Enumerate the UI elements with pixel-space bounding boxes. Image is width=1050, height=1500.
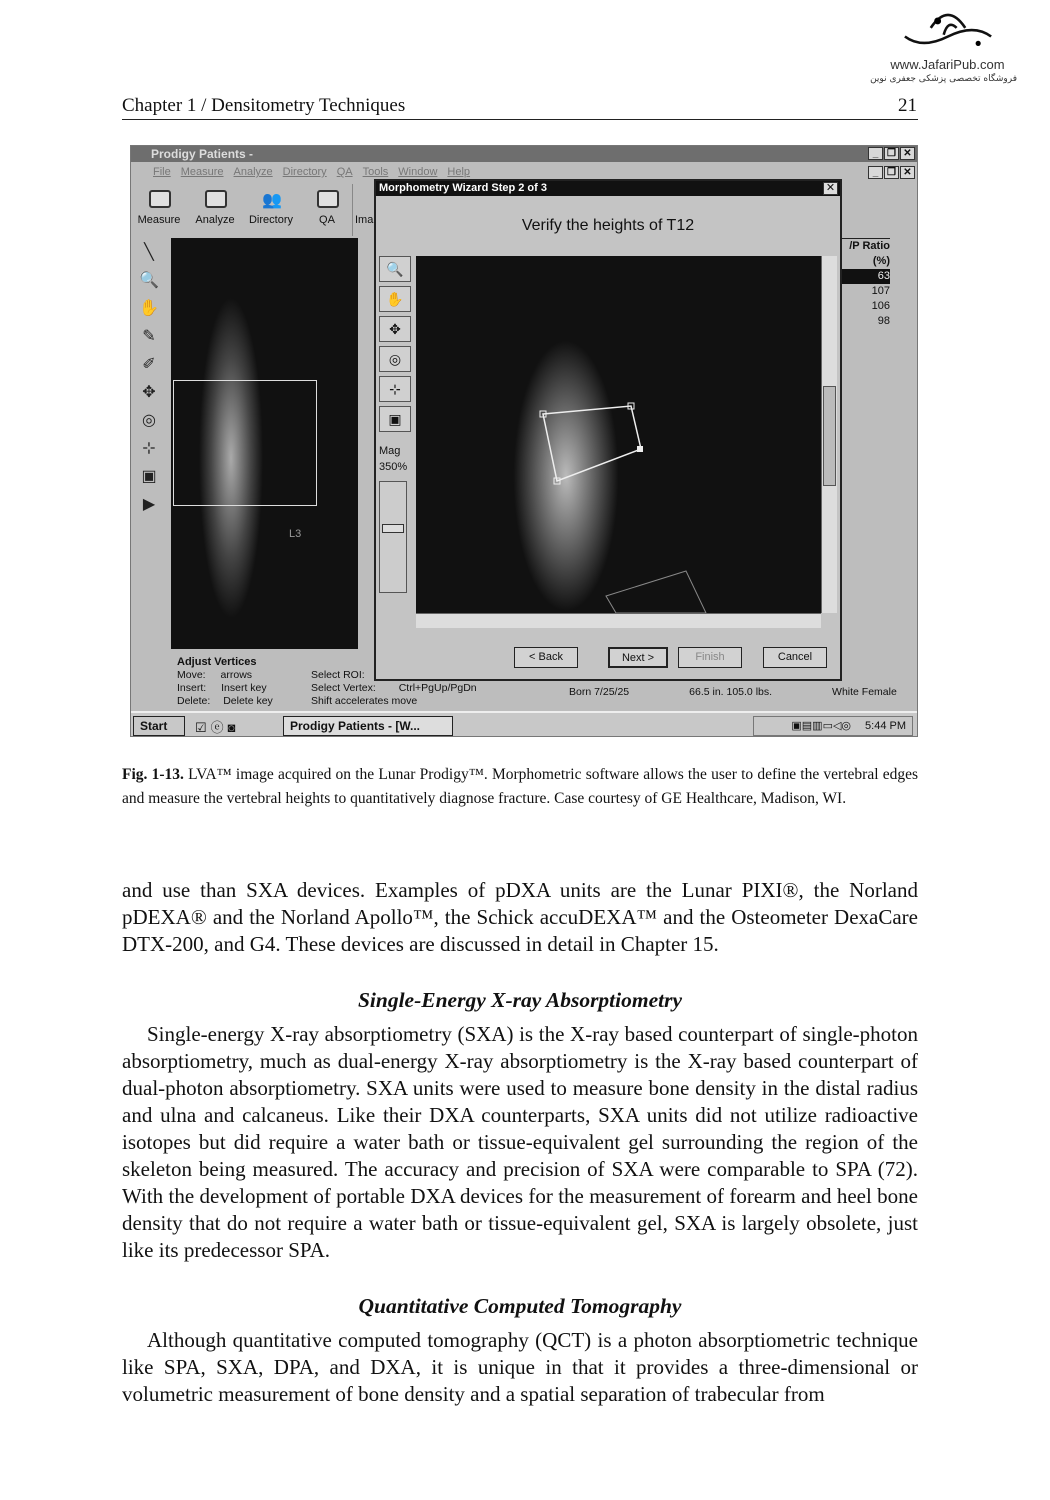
quick-launch (195, 717, 240, 736)
desktop-icon[interactable]: ☑ (195, 720, 211, 735)
window-titlebar (131, 146, 917, 162)
eraser-icon[interactable]: ✐ (142, 356, 156, 373)
menu-directory[interactable]: Directory (282, 166, 327, 178)
measure-icon (149, 190, 171, 208)
help-key-label: Insert: (177, 682, 207, 694)
people-icon: 👥 (262, 192, 282, 209)
restore-icon[interactable]: ❐ (884, 147, 899, 160)
browser-icon[interactable]: ⓔ (210, 720, 228, 735)
analyze-icon (205, 190, 227, 208)
selection-help: Select ROI: Select Vertex: Ctrl+PgUp/PgDn Shift accelerates move (311, 669, 477, 707)
back-button[interactable]: < Back (514, 647, 578, 668)
vertebra-outline[interactable] (416, 256, 821, 613)
help-key-value: Delete key (223, 695, 273, 707)
dialog-tools (379, 256, 411, 436)
spine-xray-zoomed (416, 256, 821, 613)
system-tray (753, 716, 913, 736)
image-button[interactable]: Ima (352, 184, 373, 236)
move-roi-icon[interactable]: ✥ (379, 316, 411, 342)
toolbar (135, 184, 351, 236)
display-icon[interactable]: ▣ (141, 468, 157, 485)
restore-icon[interactable]: ❐ (884, 166, 899, 179)
caption-label: Fig. 1-13. (122, 766, 184, 783)
help-title: Adjust Vertices (177, 656, 257, 668)
page-number: 21 (898, 95, 917, 116)
left-tool-palette (135, 241, 167, 521)
zoom-icon[interactable]: 🔍 (379, 256, 411, 282)
table-row[interactable]: 98 (877, 315, 890, 327)
table-header: /P Ratio (849, 240, 890, 252)
channels-icon[interactable]: ◙ (227, 720, 240, 735)
help-key-label: Delete: (177, 695, 211, 707)
window-title: Prodigy Patients - (151, 147, 254, 161)
help-key-value: arrows (220, 669, 253, 681)
wand-icon[interactable]: ╲ (144, 244, 154, 261)
menu-analyze[interactable]: Analyze (233, 166, 273, 178)
menu-bar (131, 164, 917, 180)
display-icon[interactable]: ▣ (379, 406, 411, 432)
calligraphy-logo-icon (893, 2, 1003, 52)
header-rule (122, 119, 918, 120)
table-header-unit: (%) (872, 255, 890, 267)
menu-qa[interactable]: QA (336, 166, 353, 178)
vertical-scrollbar[interactable] (821, 256, 837, 613)
patient-info: Born 7/25/25 66.5 in. 105.0 lbs. White Female (569, 686, 897, 698)
menu-help[interactable]: Help (447, 166, 471, 178)
minimize-icon[interactable]: _ (868, 147, 883, 160)
body-text (122, 877, 918, 1408)
morphometry-wizard-dialog (374, 179, 842, 681)
publisher-watermark (860, 2, 1035, 88)
ap-ratio-table (842, 238, 890, 329)
watermark-url: www.JafariPub.com (890, 57, 1005, 72)
vertex-icon[interactable]: ⊹ (379, 376, 411, 402)
rotate-icon[interactable]: ◎ (142, 412, 156, 429)
table-row[interactable]: 106 (871, 300, 890, 312)
paragraph: and use than SXA devices. Examples of pDXA units are the Lunar PIXI®, the Norland pDEXA® and the Norland Apollo™, the Schick accuDEXA™ and the Osteometer DexaCare DTX-200, and G4. These devices are discussed in detail in Chapter 15. (122, 878, 918, 956)
pencil-icon[interactable]: ✎ (142, 328, 156, 345)
zoom-icon[interactable]: 🔍 (139, 272, 159, 289)
close-icon[interactable]: ✕ (823, 182, 838, 195)
next-button[interactable]: Next > (608, 647, 668, 668)
spine-xray-thumbnail (171, 238, 358, 649)
clock: 5:44 PM (865, 720, 906, 732)
cancel-button[interactable]: Cancel (763, 647, 827, 668)
caption-text: LVA™ image acquired on the Lunar Prodigy™. Morphometric software allows the user to define the vertebral edges and measure the vertebral heights to quantitatively diagnose fracture. Case courtesy of GE Healthcare, Madison, WI. (122, 766, 918, 807)
checkbox-icon (317, 190, 339, 208)
finish-button[interactable]: Finish (678, 647, 742, 668)
table-row[interactable]: 107 (871, 285, 890, 297)
taskbar-app-button[interactable]: Prodigy Patients - [W... (283, 716, 453, 736)
menu-measure[interactable]: Measure (180, 166, 224, 178)
vertebra-label: L3 (289, 528, 302, 540)
help-key-value: Insert key (221, 682, 267, 694)
hand-icon[interactable]: ✋ (139, 300, 159, 317)
paragraph: Although quantitative computed tomography (QCT) is a photon absorptiometric technique like SPA, SXA, DPA, and DXA, it is unique in that it provides a three-dimensional or volumetric measurement of bone density and a spatial separation of trabecular from (122, 1328, 918, 1406)
close-icon[interactable]: ✕ (900, 166, 915, 179)
menu-window[interactable]: Window (398, 166, 438, 178)
play-icon[interactable]: ▶ (142, 496, 156, 513)
section-heading: Quantitative Computed Tomography (358, 1294, 682, 1318)
vertex-icon[interactable]: ⊹ (142, 440, 156, 457)
software-screenshot-figure (130, 145, 918, 737)
analyze-button[interactable]: Analyze (191, 184, 239, 236)
help-key-label: Move: (177, 669, 206, 681)
minimize-icon[interactable]: _ (868, 166, 883, 179)
magnification-slider[interactable] (379, 481, 407, 593)
section-heading: Single-Energy X-ray Absorptiometry (357, 988, 683, 1012)
watermark-persian: فروشگاه تخصصی پزشکی جعفری نوین (870, 74, 1017, 84)
qa-button[interactable]: QA (303, 184, 351, 236)
magnification: Mag 350% (379, 445, 408, 473)
directory-button[interactable]: 👥 Directory (248, 192, 293, 226)
horizontal-scrollbar[interactable] (416, 613, 821, 628)
rotate-icon[interactable]: ◎ (379, 346, 411, 372)
taskbar (131, 711, 917, 737)
paragraph: Single-energy X-ray absorptiometry (SXA) is the X-ray based counterpart of single-photon absorptiometry, much as dual-energy X-ray absorptiometry is the X-ray based counterpart of dual-photon absorptiometry. SXA units were used to measure bone density in the distal radius and ulna and calcaneus. Like their DXA counterparts, SXA units did not utilize radioactive isotopes but did require a water bath or tissue-equivalent gel surrounding the region of the skeleton being measured. The accuracy and precision of SXA were comparable to SPA (72). With the development of portable DXA devices for the measurement of forearm and heel bone density that do not require a water bath or tissue-equivalent gel, SXA is largely obsolete, just like its predecessor SPA. (122, 1022, 918, 1262)
slider-knob[interactable] (382, 524, 404, 533)
menu-tools[interactable]: Tools (362, 166, 389, 178)
roi-box[interactable] (173, 380, 317, 506)
adjust-vertices-help (177, 656, 273, 708)
measure-button[interactable]: Measure (135, 184, 183, 236)
menu-file[interactable]: File (153, 166, 171, 178)
tray-icons[interactable]: ▣▤▥▭◁◎ (791, 720, 852, 732)
dialog-heading: Verify the heights of T12 (521, 217, 695, 234)
table-row[interactable]: 63 (842, 269, 890, 284)
dialog-title: Morphometry Wizard Step 2 of 3 (376, 181, 840, 196)
start-button[interactable]: Start (133, 716, 185, 736)
scroll-thumb[interactable] (823, 386, 836, 486)
running-head: Chapter 1 / Densitometry Techniques (122, 95, 406, 116)
close-icon[interactable]: ✕ (900, 147, 915, 160)
figure-caption (122, 763, 918, 810)
hand-icon[interactable]: ✋ (379, 286, 411, 312)
move-roi-icon[interactable]: ✥ (142, 384, 156, 401)
